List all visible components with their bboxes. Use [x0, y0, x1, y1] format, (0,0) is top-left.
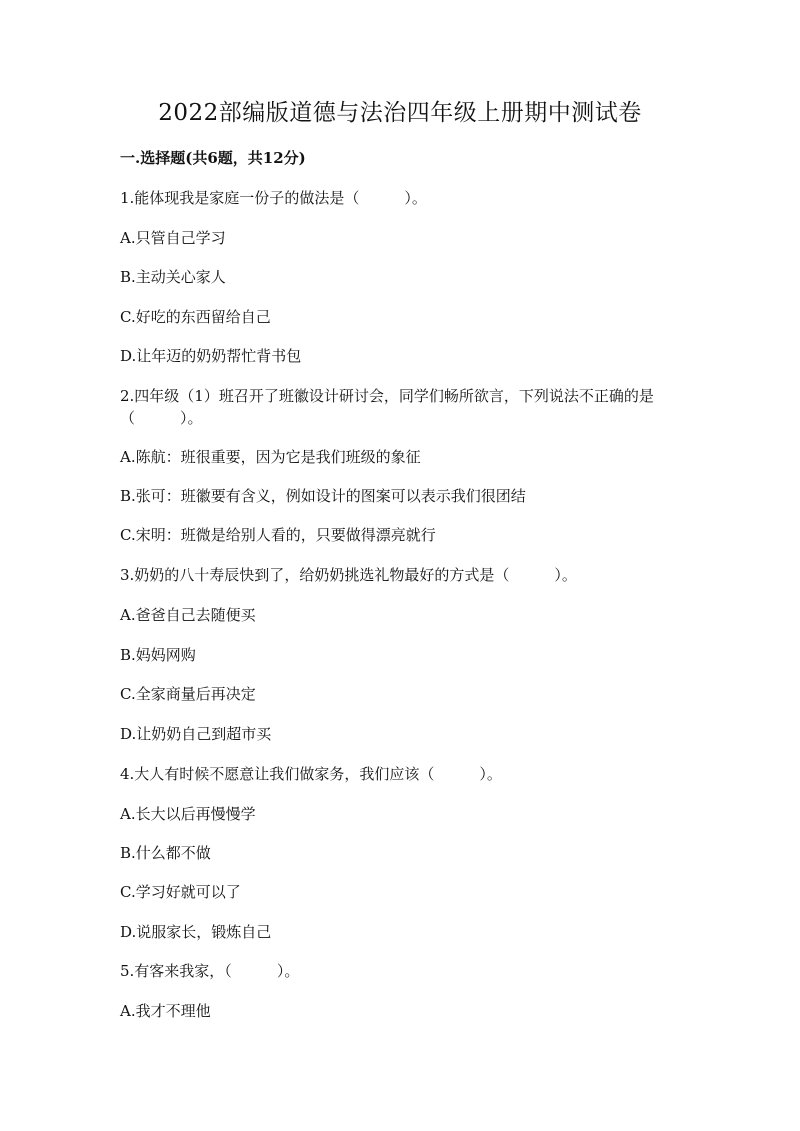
question-5-stem: 5.有客来我家，（ ）。 — [120, 962, 300, 980]
question-1-option-b: B.主动关心家人 — [120, 268, 226, 286]
question-3-option-d: D.让奶奶自己到超市买 — [120, 725, 272, 743]
question-2-option-a: A.陈航：班很重要，因为它是我们班级的象征 — [120, 448, 421, 466]
question-2-option-b: B.张可：班徽要有含义，例如设计的图案可以表示我们很团结 — [120, 487, 526, 505]
section-heading: 一.选择题(共6题，共12分) — [120, 149, 306, 167]
page-title: 2022部编版道德与法治四年级上册期中测试卷 — [158, 100, 642, 126]
question-3-stem: 3.奶奶的八十寿辰快到了，给奶奶挑选礼物最好的方式是（ ）。 — [120, 566, 577, 584]
question-1-option-c: C.好吃的东西留给自己 — [120, 308, 271, 326]
question-3-option-a: A.爸爸自己去随便买 — [120, 606, 256, 624]
question-4-option-b: B.什么都不做 — [120, 844, 211, 862]
question-5-option-a: A.我才不理他 — [120, 1002, 211, 1020]
question-4-option-c: C.学习好就可以了 — [120, 883, 241, 901]
question-4-option-a: A.长大以后再慢慢学 — [120, 805, 256, 823]
question-4-stem: 4.大人有时候不愿意让我们做家务，我们应该（ ）。 — [120, 765, 502, 783]
question-1-option-d: D.让年迈的奶奶帮忙背书包 — [120, 347, 302, 365]
question-4-option-d: D.说服家长，锻炼自己 — [120, 923, 272, 941]
question-3-option-b: B.妈妈网购 — [120, 646, 196, 664]
question-2-option-c: C.宋明：班微是给别人看的，只要做得漂亮就行 — [120, 526, 436, 544]
question-1-option-a: A.只管自己学习 — [120, 229, 226, 247]
question-3-option-c: C.全家商量后再决定 — [120, 685, 256, 703]
question-2-stem: 2.四年级（1）班召开了班徽设计研讨会，同学们畅所欲言，下列说法不正确的是（ ）。 — [120, 387, 654, 427]
question-1-stem: 1.能体现我是家庭一份子的做法是（ ）。 — [120, 189, 427, 207]
